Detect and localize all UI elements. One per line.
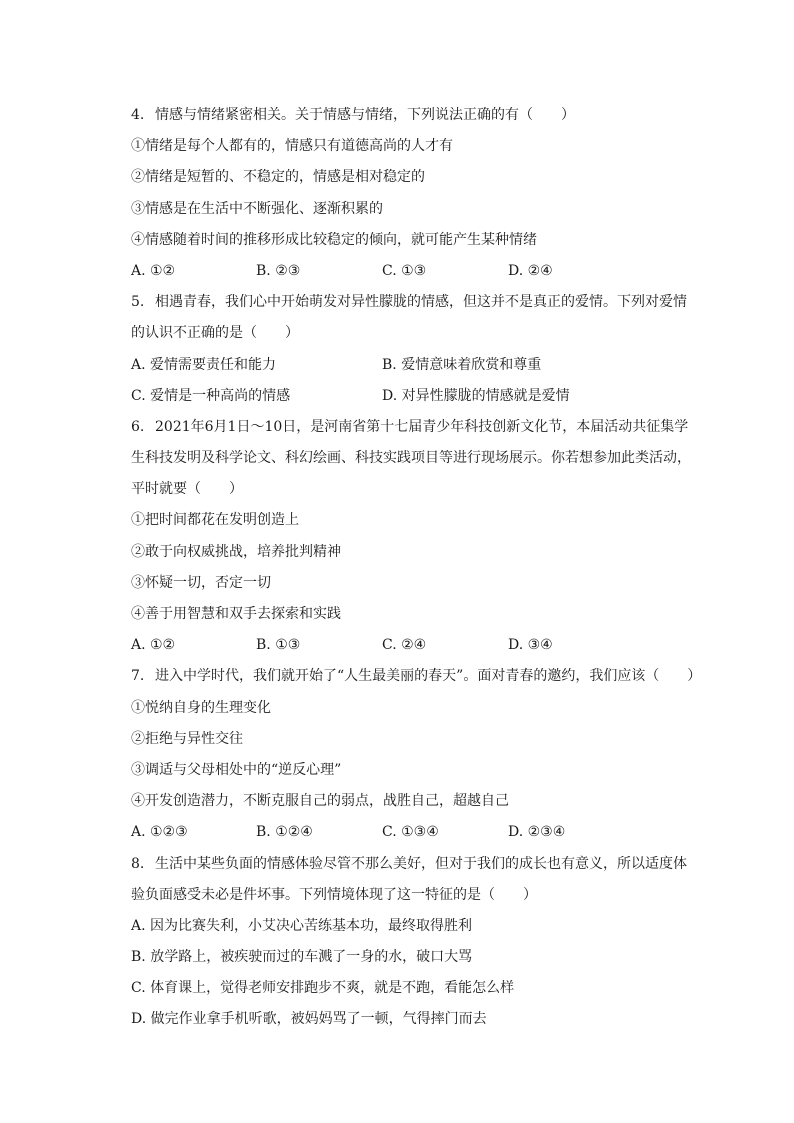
statement: ④情感随着时间的推移形成比较稳定的倾向，就可能产生某种情绪 bbox=[131, 231, 537, 248]
question-number: 7. bbox=[131, 668, 145, 685]
question-6 bbox=[131, 412, 691, 662]
option-c[interactable]: C. ①③④ bbox=[382, 824, 439, 841]
statement: ④善于用智慧和双手去探索和实践 bbox=[131, 606, 341, 622]
answer-options bbox=[131, 256, 691, 287]
question-5 bbox=[131, 287, 691, 412]
option-b[interactable]: B. ①③ bbox=[256, 637, 301, 654]
question-4 bbox=[131, 100, 691, 287]
question-8 bbox=[131, 849, 691, 1036]
statement: ①把时间都花在发明创造上 bbox=[131, 512, 299, 529]
statement: ②敢于向权威挑战，培养批判精神 bbox=[131, 543, 341, 560]
option-a[interactable]: A. ①②③ bbox=[131, 824, 188, 841]
option-c[interactable]: C. 爱情是一种高尚的情感 bbox=[131, 387, 291, 404]
statement: ③情感是在生活中不断强化、逐渐积累的 bbox=[131, 200, 383, 217]
answer-options bbox=[131, 630, 691, 661]
question-stem-continued: 验负面感受未必是件坏事。下列情境体现了这一特征的是（ ） bbox=[131, 886, 537, 903]
question-stem: 6. 2021年6月1日～10日，是河南省第十七届青少年科技创新文化节，本届活动共征集学 bbox=[131, 412, 691, 443]
option-b[interactable]: B. 爱情意味着欣赏和尊重 bbox=[382, 356, 542, 373]
option-d[interactable]: D. ③④ bbox=[508, 637, 553, 654]
option-c[interactable]: C. ①③ bbox=[382, 262, 427, 279]
question-stem: 4. 情感与情绪紧密相关。关于情感与情绪，下列说法正确的有（ ） bbox=[131, 100, 691, 131]
question-stem-continued: 的认识不正确的是（ ） bbox=[131, 325, 299, 342]
answer-options bbox=[131, 350, 691, 381]
statement: ②情绪是短暂的、不稳定的，情感是相对稳定的 bbox=[131, 169, 425, 186]
option-d[interactable]: D. ②④ bbox=[508, 262, 553, 279]
question-number: 4. bbox=[131, 107, 145, 123]
statement: ①情绪是每个人都有的，情感只有道德高尚的人才有 bbox=[131, 138, 453, 155]
statement: ③怀疑一切，否定一切 bbox=[131, 574, 271, 591]
statement: ③调适与父母相处中的“逆反心理” bbox=[131, 761, 342, 778]
question-stem: 7. 进入中学时代，我们就开始了“人生最美丽的春天”。面对青春的邀约，我们应该（ ） bbox=[131, 661, 691, 692]
option-a[interactable]: A. 爱情需要责任和能力 bbox=[131, 356, 277, 373]
option-b[interactable]: B. ①②④ bbox=[256, 824, 313, 841]
option-c[interactable]: C. 体育课上，觉得老师安排跑步不爽，就是不跑，看能怎么样 bbox=[131, 980, 515, 997]
question-stem: 8. 生活中某些负面的情感体验尽管不那么美好，但对于我们的成长也有意义，所以适度体 bbox=[131, 849, 691, 880]
option-d[interactable]: D. 对异性朦胧的情感就是爱情 bbox=[382, 387, 570, 404]
question-stem-continued: 平时就要（ ） bbox=[131, 481, 243, 498]
option-a[interactable]: A. ①② bbox=[131, 637, 176, 654]
answer-options bbox=[131, 381, 691, 412]
option-a[interactable]: A. 因为比赛失利，小艾决心苦练基本功，最终取得胜利 bbox=[131, 917, 473, 934]
question-list bbox=[131, 100, 702, 1036]
option-a[interactable]: A. ①② bbox=[131, 262, 176, 279]
option-d[interactable]: D. ②③④ bbox=[508, 824, 566, 841]
statement: ④开发创造潜力，不断克服自己的弱点，战胜自己，超越自己 bbox=[131, 793, 509, 810]
option-d[interactable]: D. 做完作业拿手机听歌，被妈妈骂了一顿，气得摔门而去 bbox=[131, 1011, 487, 1028]
question-stem-continued: 生科技发明及科学论文、科幻绘画、科技实践项目等进行现场展示。你若想参加此类活动， bbox=[131, 450, 691, 467]
answer-options bbox=[131, 817, 691, 848]
question-stem: 5. 相遇青春，我们心中开始萌发对异性朦胧的情感，但这并不是真正的爱情。下列对爱情 bbox=[131, 287, 691, 318]
option-b[interactable]: B. 放学路上，被疾驶而过的车溅了一身的水，破口大骂 bbox=[131, 949, 473, 966]
statement: ①悦纳自身的生理变化 bbox=[131, 699, 271, 716]
question-number: 8. bbox=[131, 855, 145, 872]
question-7 bbox=[131, 661, 702, 848]
option-b[interactable]: B. ②③ bbox=[256, 262, 301, 279]
question-number: 5. bbox=[131, 294, 145, 311]
option-c[interactable]: C. ②④ bbox=[382, 637, 427, 654]
question-number: 6. bbox=[131, 418, 145, 435]
statement: ②拒绝与异性交往 bbox=[131, 730, 243, 747]
